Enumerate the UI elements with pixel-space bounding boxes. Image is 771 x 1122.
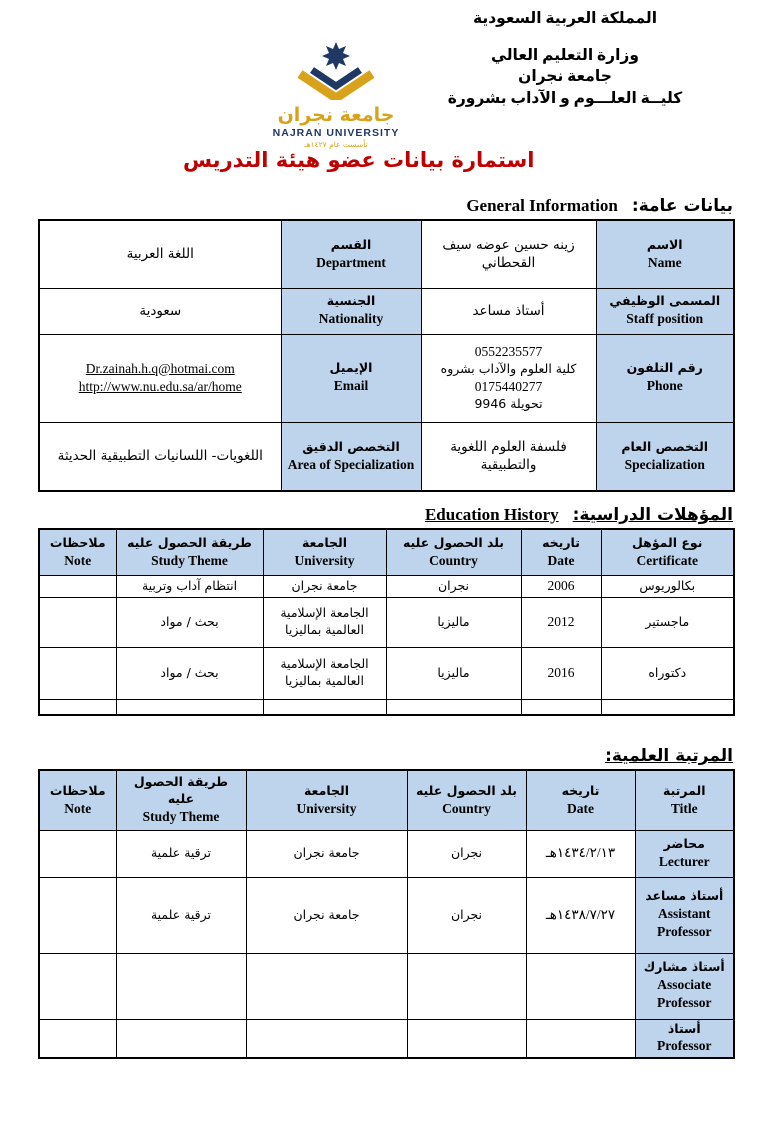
certificate-cell: ماجستير [601,597,734,647]
study-theme-cell [116,953,246,1019]
college-line: كليــة العلـــوم و الآداب بشرورة [447,90,683,108]
country-cell: نجران [386,575,521,597]
note-cell [39,1019,116,1058]
header-english: Date [567,800,594,816]
label-english: Phone [646,378,683,394]
study-theme-cell [116,699,263,715]
label-arabic: المسمى الوظيفي [609,293,721,309]
phone-value-cell [421,334,596,422]
form-title: استمارة بيانات عضو هيئة التدريس [183,148,535,172]
rank-english: Lecturer [658,853,710,869]
phone-extension: تحويلة 9946 [474,396,543,412]
certificate-cell [601,699,734,715]
label-english: Email [333,378,369,394]
section-education-english: Education History [424,505,559,524]
label-arabic: الاسم [646,236,683,252]
table-row [39,1019,734,1058]
rank-arabic: أستاذ مساعد [645,888,724,904]
university-header-cell [263,529,386,575]
country-header-cell [407,770,526,830]
logo-arabic-name: جامعة نجران [277,104,395,126]
table-row [39,220,734,288]
staff-position-value-cell: أستاذ مساعد [421,288,596,334]
header-arabic: تاريخه [542,534,580,550]
name-value-cell: زينه حسين عوضه سيف القحطاني [421,220,596,288]
general-information-table [38,219,735,492]
phone-number-secondary: 0175440277 [474,379,543,394]
header-english: University [296,800,357,816]
header-arabic: ملاحظات [49,534,106,550]
table-row [39,877,734,953]
country-cell [407,953,526,1019]
label-arabic: القسم [330,236,372,252]
header-arabic: طريقة الحصول عليه [133,774,229,807]
section-general-arabic: بيانات عامة: [631,196,733,216]
country-cell: ماليزيا [386,597,521,647]
university-cell: جامعة نجران [246,830,407,877]
header-english: Country [429,552,478,568]
country-cell [407,1019,526,1058]
logo-founded-text: تأسست عام ١٤٢٧هـ [304,139,368,149]
section-heading-rank [38,746,733,766]
date-cell: 2012 [521,597,601,647]
label-arabic: الإيميل [329,360,373,376]
email-link[interactable]: Dr.zainah.h.q@hotmai.com [85,360,235,376]
label-english: Department [316,254,386,270]
country-header-cell [386,529,521,575]
header-arabic: تاريخه [561,782,600,798]
study-theme-cell: ترقية علمية [116,830,246,877]
website-link[interactable]: http://www.nu.edu.sa/ar/home [78,379,242,394]
university-cell: جامعة نجران [246,877,407,953]
department-label-cell [281,220,421,288]
education-history-table [38,528,735,716]
label-english: Staff position [626,311,704,327]
department-value-cell: اللغة العربية [39,220,281,288]
table-row [39,647,734,699]
country-cell: نجران [407,877,526,953]
university-line: جامعة نجران [518,68,612,86]
label-english: Specialization [624,456,705,472]
rank-arabic: أستاذ مشارك [643,959,725,975]
najran-university-logo [266,42,406,148]
date-cell [526,953,635,1019]
staff-position-label-cell [596,288,734,334]
section-rank-arabic: المرتبة العلمية: [605,746,733,766]
label-arabic: رقم التلفون [626,360,703,376]
header-arabic: المرتبة [662,782,706,798]
note-header-cell [39,529,116,575]
specialization-value-cell: فلسفة العلوم اللغوية والتطبيقية [421,422,596,491]
header-arabic: نوع المؤهل [632,534,703,550]
nationality-label-cell [281,288,421,334]
certificate-cell: دكتوراه [601,647,734,699]
note-cell [39,699,116,715]
table-row [39,953,734,1019]
rank-english: Assistant Professor [657,906,712,940]
study-theme-cell: ترقية علمية [116,877,246,953]
ministry-header-text [385,8,745,110]
table-row-empty [39,699,734,715]
header-arabic: طريقة الحصول عليه [127,534,252,550]
country-cell: نجران [407,830,526,877]
table-header-row [39,529,734,575]
study-theme-header-cell [116,770,246,830]
label-arabic: التخصص الدقيق [302,438,400,454]
note-cell [39,597,116,647]
country-cell [386,699,521,715]
header-english: Title [670,800,698,816]
table-row [39,334,734,422]
university-header-cell [246,770,407,830]
date-cell: 2016 [521,647,601,699]
label-arabic: الجنسية [326,293,376,309]
study-theme-cell: بحث / مواد [116,647,263,699]
rank-arabic: أستاذ [667,1020,701,1036]
label-english: Nationality [318,311,384,327]
date-header-cell [526,770,635,830]
logo-english-name: NAJRAN UNIVERSITY [272,127,400,139]
area-of-specialization-value-cell: اللغويات- اللسانيات التطبيقية الحديثة [39,422,281,491]
date-cell [526,1019,635,1058]
section-education-arabic: المؤهلات الدراسية: [572,505,733,525]
email-label-cell [281,334,421,422]
certificate-cell: بكالوريوس [601,575,734,597]
label-arabic: التخصص العام [621,438,709,454]
nationality-value-cell: سعودية [39,288,281,334]
study-theme-cell [116,1019,246,1058]
name-label-cell [596,220,734,288]
table-row [39,288,734,334]
note-cell [39,830,116,877]
academic-rank-table [38,769,735,1059]
date-header-cell [521,529,601,575]
rank-english: Associate Professor [657,977,712,1011]
table-row [39,597,734,647]
note-cell [39,953,116,1019]
header-english: Study Theme [151,552,228,568]
study-theme-header-cell [116,529,263,575]
rank-english: Professor [657,1038,712,1054]
university-cell: جامعة نجران [263,575,386,597]
section-heading-education [38,505,733,525]
header-english: University [294,552,355,568]
table-row [39,830,734,877]
title-header-cell [635,770,734,830]
country-cell: ماليزيا [386,647,521,699]
note-cell [39,647,116,699]
note-cell [39,877,116,953]
header-arabic: الجامعة [301,534,348,550]
header-arabic: بلد الحصول عليه [415,782,518,798]
form-content [38,196,733,1059]
label-english: Name [647,254,682,270]
certificate-header-cell [601,529,734,575]
phone-number-primary: 0552235577 [474,343,543,359]
table-row [39,422,734,491]
university-cell [263,699,386,715]
header-english: Date [547,552,575,568]
rank-title-cell [635,953,734,1019]
university-cell [246,953,407,1019]
label-english: Area of Specialization [287,456,415,472]
email-value-cell [39,334,281,422]
date-cell: ١٤٣٨/٧/٢٧هـ [526,877,635,953]
note-cell [39,575,116,597]
date-cell: ١٤٣٤/٢/١٣هـ [526,830,635,877]
header-english: Study Theme [142,809,220,825]
ministry-line: وزارة التعليم العالي [491,46,639,64]
star-icon [322,42,350,70]
rank-title-cell [635,877,734,953]
university-cell: الجامعة الإسلامية العالمية بماليزيا [263,597,386,647]
date-cell: 2006 [521,575,601,597]
specialization-label-cell [596,422,734,491]
rank-title-cell [635,830,734,877]
open-book-icon [300,70,372,98]
section-general-english: General Information [466,196,618,215]
university-cell [246,1019,407,1058]
rank-title-cell [635,1019,734,1058]
study-theme-cell: بحث / مواد [116,597,263,647]
note-header-cell [39,770,116,830]
header-english: Certificate [636,552,698,568]
kingdom-line: المملكة العربية السعودية [472,10,658,27]
phone-college-line: كلية العلوم والآداب بشروه [440,361,577,377]
phone-label-cell [596,334,734,422]
study-theme-cell: انتظام آداب وتربية [116,575,263,597]
area-of-specialization-label-cell [281,422,421,491]
table-header-row [39,770,734,830]
university-cell: الجامعة الإسلامية العالمية بماليزيا [263,647,386,699]
rank-arabic: محاضر [663,835,705,851]
section-heading-general [38,196,733,216]
header-english: Country [442,800,491,816]
date-cell [521,699,601,715]
header-english: Note [64,552,92,568]
header-english: Note [64,800,92,816]
table-row [39,575,734,597]
header-arabic: ملاحظات [49,782,106,798]
header-arabic: بلد الحصول عليه [402,534,505,550]
logo-emblem-icon [286,42,386,100]
header-arabic: الجامعة [303,782,350,798]
